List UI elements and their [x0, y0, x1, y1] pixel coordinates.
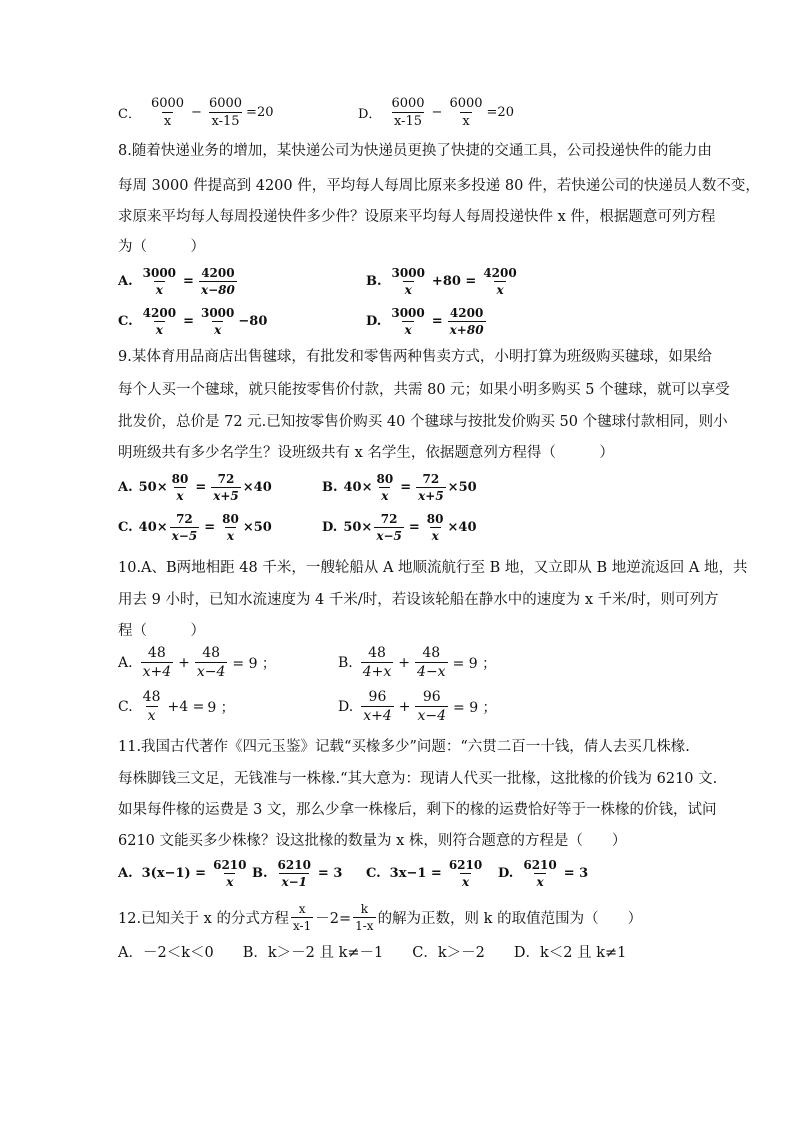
q10-stem-line: 用去 9 小时，已知水流速度为 4 千米/时，若设该轮船在静水中的速度为 x 千米/时，则可列方: [118, 592, 719, 608]
q8-stem-line: 为（ ）: [118, 239, 205, 255]
fraction: $\frac{80}{x}$: [171, 472, 189, 503]
q8-stem-line: 8.随着快递业务的增加，某快递公司为快递员更换了快捷的交通工具，公司投递快件的能力由: [118, 143, 712, 159]
fraction: $\frac{72}{x-5}$: [171, 512, 198, 543]
fraction: $\frac{4200}{x}$: [142, 306, 177, 337]
q8-stem-line: 求原来平均每人每周投递快件多少件？设原来平均每人每周投递快件 x 件，根据题意可列方程: [118, 209, 716, 225]
q9-option-b[interactable]: B. 40× $\frac{80}{x}$ = $\frac{72}{x+5}$ ×50: [322, 472, 477, 503]
fraction: $\frac{3000}{x}$: [200, 306, 235, 337]
q10-option-d[interactable]: D. $\frac{96}{x+4}$ + $\frac{96}{x-4}$ = 9 ；: [338, 689, 497, 724]
fraction: $\frac{3000}{x}$: [391, 306, 425, 337]
fraction: $\frac{6210}{x}$: [448, 858, 483, 889]
q9-option-d[interactable]: D. 50× $\frac{72}{x-5}$ = $\frac{80}{x}$ ×40: [322, 512, 477, 543]
q10-option-c[interactable]: C. $\frac{48}{x}$ +4 = 9 ；: [118, 689, 235, 724]
q9-stem-line: 9.某体育用品商店出售毽球，有批发和零售两种售卖方式，小明打算为班级购买毽球，如果给: [118, 349, 712, 365]
fraction: $\frac{x}{x-1}$: [292, 902, 312, 933]
fraction: $\frac{4200}{x}$: [483, 266, 517, 297]
option-label: D．: [358, 107, 382, 122]
fraction: $\frac{3000}{x}$: [142, 266, 177, 297]
q11-stem-line: 6210 文能买多少株椽？设这批椽的数量为 x 株，则符合题意的方程是（ ）: [118, 833, 627, 849]
fraction: $\frac{6210}{x-1}$: [277, 858, 311, 889]
fraction: $\frac{48}{4-x}$: [417, 645, 446, 680]
q11-option-b[interactable]: B. $\frac{6210}{x-1}$ = 3: [252, 858, 343, 889]
fraction: $\frac{6210}{x}$: [213, 858, 247, 889]
fraction: $\frac{96}{x-4}$: [417, 689, 447, 724]
fraction: $\frac{6000}{x-15}$: [391, 96, 425, 129]
fraction: $\frac{80}{x}$: [376, 472, 394, 503]
fraction: $\frac{72}{x+5}$: [418, 472, 444, 503]
q8-option-c[interactable]: C. $\frac{4200}{x}$ = $\frac{3000}{x}$ −80: [118, 306, 268, 337]
fraction: $\frac{3000}{x}$: [391, 266, 425, 297]
fraction: $\frac{k}{1-x}$: [355, 902, 374, 933]
q11-option-c[interactable]: C. 3x−1 = $\frac{6210}{x}$: [366, 858, 483, 889]
fraction: $\frac{6000}{x}$: [449, 96, 483, 129]
q9-stem-line: 每个人买一个毽球，就只能按零售价付款，共需 80 元；如果小明多购买 5 个毽球，就可以享受: [118, 382, 730, 398]
q11-option-a[interactable]: A. 3(x−1) = $\frac{6210}{x}$: [118, 858, 247, 889]
option-label: C．: [118, 107, 141, 122]
q8-option-b[interactable]: B. $\frac{3000}{x}$ +80 = $\frac{4200}{x}$: [366, 266, 517, 297]
fraction: $\frac{4200}{x-80}$: [200, 266, 235, 297]
fraction: $\frac{6000}{x-15}$: [208, 96, 243, 129]
q8-option-a[interactable]: A. $\frac{3000}{x}$ = $\frac{4200}{x-80}$: [118, 266, 235, 297]
fraction: $\frac{48}{x}$: [142, 689, 161, 724]
fraction: $\frac{6000}{x}$: [150, 96, 185, 129]
q11-stem-line: 每株脚钱三文足，无钱准与一株椽.“其大意为：现请人代买一批椽，这批椽的价钱为 6210 文.: [118, 771, 718, 787]
q7-option-c[interactable]: C． $\frac{6000}{x}$ − $\frac{6000}{x-15}$ =20: [118, 96, 274, 129]
fraction: $\frac{48}{4+x}$: [362, 645, 392, 680]
fraction: $\frac{48}{x-4}$: [196, 645, 226, 680]
q7-option-d[interactable]: D． $\frac{6000}{x-15}$ − $\frac{6000}{x}$ =20: [358, 96, 514, 129]
q8-stem-line: 每周 3000 件提高到 4200 件，平均每人每周比原来多投递 80 件，若快递公司的快递员人数不变，: [118, 178, 760, 194]
fraction: $\frac{72}{x-5}$: [376, 512, 402, 543]
fraction: $\frac{80}{x}$: [222, 512, 239, 543]
fraction: $\frac{4200}{x+80}$: [449, 306, 484, 337]
q12-options[interactable]: A．－2＜k＜0 B．k＞－2 且 k≠－1 C．k＞－2 D．k＜2 且 k≠1: [118, 945, 627, 961]
fraction: $\frac{6210}{x}$: [523, 858, 557, 889]
fraction: $\frac{80}{x}$: [426, 512, 444, 543]
q11-stem-line: 如果每件椽的运费是 3 文，那么少拿一株椽后，剩下的椽的运费恰好等于一株椽的价钱，试问: [118, 802, 717, 818]
fraction: $\frac{48}{x+4}$: [142, 645, 172, 680]
q10-stem-line: 程（ ）: [118, 623, 205, 639]
q12-stem: 12.已知关于 x 的分式方程 $\frac{x}{x-1}$ －2= $\frac{k}{1-x}$ 的解为正数，则 k 的取值范围为（ ）: [118, 902, 643, 933]
q10-option-a[interactable]: A. $\frac{48}{x+4}$ + $\frac{48}{x-4}$ = 9 ；: [118, 645, 276, 680]
q9-option-c[interactable]: C. 40× $\frac{72}{x-5}$ = $\frac{80}{x}$ ×50: [118, 512, 272, 543]
q11-stem-line: 11.我国古代著作《四元玉鉴》记载“买椽多少”问题：“六贯二百一十钱，倩人去买几株椽.: [118, 739, 690, 755]
q10-stem-line: 10.A、B两地相距 48 千米，一艘轮船从 A 地顺流航行至 B 地，又立即从 B 地逆流返回 A 地，共: [118, 560, 748, 576]
fraction: $\frac{96}{x+4}$: [363, 689, 392, 724]
q10-option-b[interactable]: B. $\frac{48}{4+x}$ + $\frac{48}{4-x}$ = 9 ；: [338, 645, 497, 680]
q8-option-d[interactable]: D. $\frac{3000}{x}$ = $\frac{4200}{x+80}$: [366, 306, 484, 337]
q11-option-d[interactable]: D. $\frac{6210}{x}$ = 3: [498, 858, 589, 889]
q9-option-a[interactable]: A. 50× $\frac{80}{x}$ = $\frac{72}{x+5}$ ×40: [118, 472, 272, 503]
fraction: $\frac{72}{x+5}$: [213, 472, 239, 503]
q9-stem-line: 批发价，总价是 72 元.已知按零售价购买 40 个毽球与按批发价购买 50 个毽球付款相同，则小: [118, 414, 728, 430]
q9-stem-line: 明班级共有多少名学生？设班级共有 x 名学生，依据题意列方程得（ ）: [118, 445, 614, 461]
